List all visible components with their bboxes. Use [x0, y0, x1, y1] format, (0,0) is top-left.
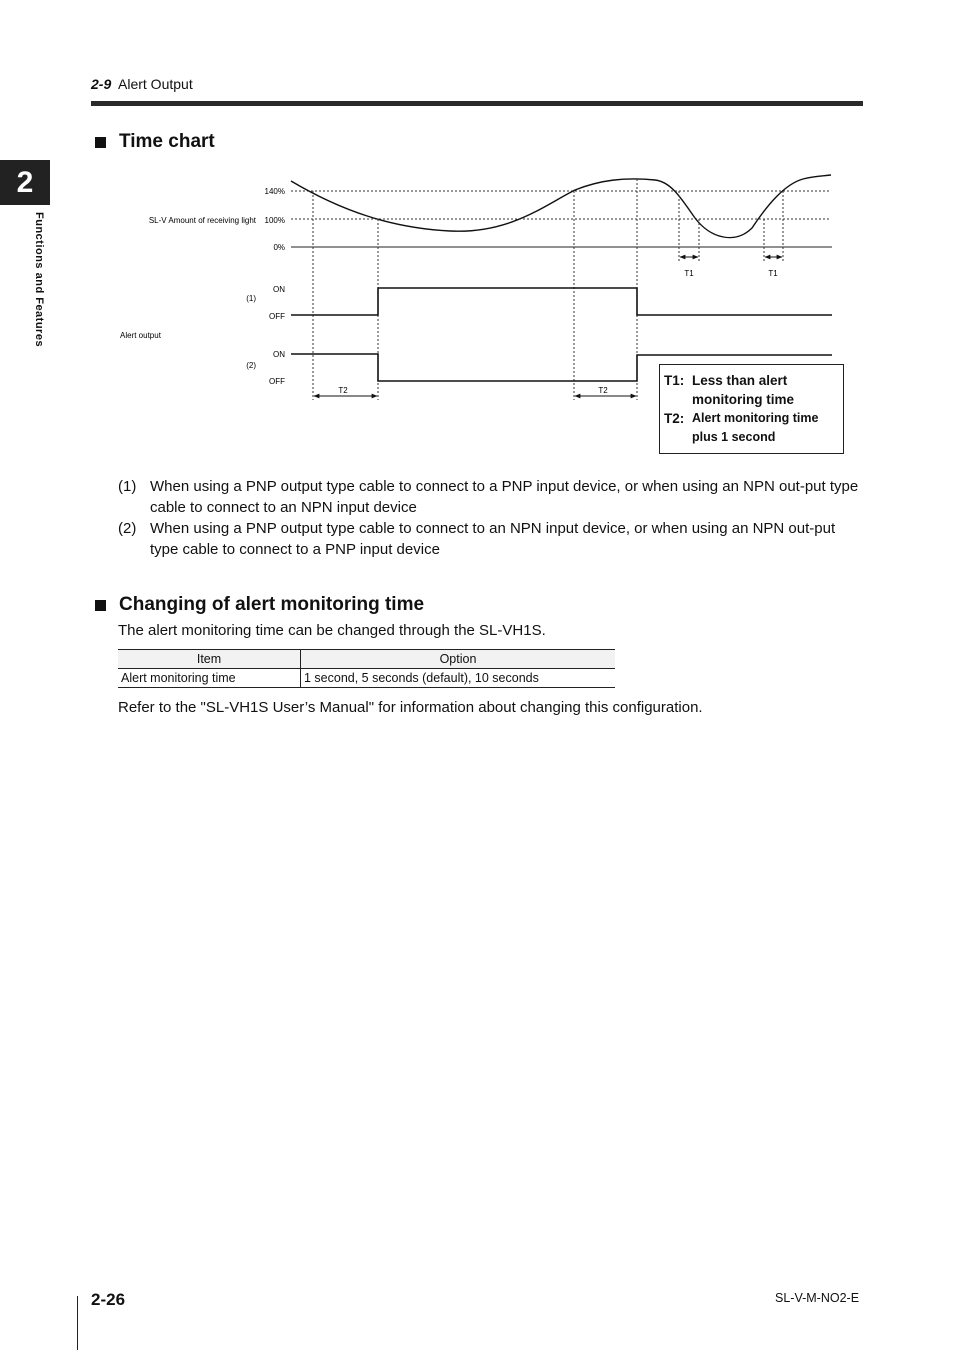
- timing-legend: [659, 364, 844, 454]
- legend-t2-line1: Alert monitoring time: [692, 411, 819, 425]
- t2-label-2: T2: [598, 386, 608, 395]
- note-1-number: (1): [118, 478, 137, 495]
- label-off-2: OFF: [269, 377, 285, 386]
- table-cell-item: Alert monitoring time: [118, 669, 301, 688]
- alert-output-1-signal: [291, 288, 832, 315]
- option-table: [118, 649, 615, 688]
- bullet-square-icon: [95, 600, 106, 611]
- note-1: [118, 476, 866, 518]
- legend-t1-key: T1:: [664, 373, 685, 388]
- table-row: [118, 669, 615, 688]
- changing-heading: [95, 594, 424, 616]
- chapter-tab: 2: [0, 160, 50, 205]
- alert-output-label: Alert output: [120, 331, 161, 340]
- label-140: 140%: [264, 187, 285, 196]
- legend-t1-line2: monitoring time: [692, 392, 794, 407]
- document-code: SL-V-M-NO2-E: [775, 1291, 860, 1305]
- label-on-1: ON: [273, 285, 285, 294]
- legend-t1-line1: Less than alert: [692, 373, 788, 388]
- t2-label-1: T2: [338, 386, 348, 395]
- legend-t2-line2: plus 1 second: [692, 430, 776, 444]
- label-off-1: OFF: [269, 312, 285, 321]
- time-chart-title: Time chart: [119, 131, 215, 152]
- label-on-2: ON: [273, 350, 285, 359]
- label-case-1: (1): [246, 294, 256, 303]
- table-header-item: Item: [118, 650, 301, 669]
- refer-text: Refer to the "SL-VH1S User’s Manual" for information about changing this configuration.: [118, 699, 703, 716]
- page-number: 2-26: [91, 1290, 126, 1309]
- changing-title: Changing of alert monitoring time: [119, 594, 425, 615]
- table-header-option: Option: [301, 650, 616, 669]
- footer-rule: [77, 1296, 78, 1350]
- table-cell-option: 1 second, 5 seconds (default), 10 seconds: [301, 669, 616, 688]
- section-title: Alert Output: [118, 76, 193, 92]
- note-1-text: When using a PNP output type cable to connect to a PNP input device, or when using an NPN out-put type cable to connect to an NPN input device: [150, 478, 859, 516]
- chapter-side-label: Functions and Features: [33, 212, 45, 348]
- note-2-text: When using a PNP output type cable to connect to an NPN input device, or when using an NPN out-put type cable to connect to a PNP input device: [150, 520, 836, 558]
- note-2-number: (2): [118, 520, 137, 537]
- sensor-label: SL-V Amount of receiving light: [148, 216, 256, 225]
- label-case-2: (2): [246, 361, 256, 370]
- label-100: 100%: [264, 216, 285, 225]
- section-number: 2-9: [91, 76, 112, 92]
- legend-t2-key: T2:: [664, 411, 685, 426]
- t1-label-2: T1: [768, 269, 778, 278]
- label-0: 0%: [273, 243, 285, 252]
- table-header-row: [118, 650, 615, 669]
- changing-intro: The alert monitoring time can be changed through the SL-VH1S.: [118, 622, 546, 639]
- note-2: [118, 518, 866, 560]
- receiving-light-curve: [291, 175, 831, 238]
- t1-label-1: T1: [684, 269, 694, 278]
